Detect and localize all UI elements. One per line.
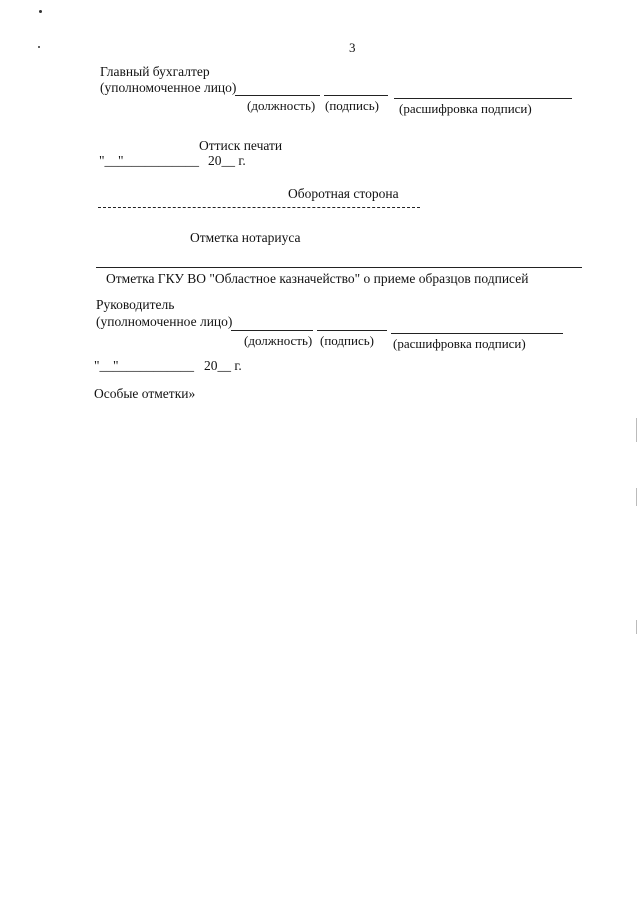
head-title: Руководитель	[96, 297, 175, 312]
head-authorized-label: (уполномоченное лицо)	[96, 314, 233, 329]
reverse-side-dashed-divider	[98, 207, 420, 208]
special-marks-label: Особые отметки»	[94, 386, 196, 401]
scan-speck	[38, 46, 40, 48]
head-position-line	[231, 330, 313, 331]
head-position-caption: (должность)	[244, 333, 313, 348]
chief-accountant-signature-caption: (подпись)	[325, 98, 379, 113]
head-decoding-caption: (расшифровка подписи)	[393, 336, 526, 351]
head-decoding-line	[391, 333, 563, 334]
reverse-side-heading: Оборотная сторона	[288, 186, 399, 201]
chief-accountant-signature-line	[324, 95, 388, 96]
date-1-month-blank: ____________	[118, 153, 199, 168]
head-signature-line	[317, 330, 387, 331]
page-number: 3	[349, 40, 356, 55]
chief-accountant-title: Главный бухгалтер	[100, 64, 210, 79]
scan-speck	[39, 10, 42, 13]
notary-mark-label: Отметка нотариуса	[190, 230, 301, 245]
date-1-year: 20__ г.	[208, 153, 246, 168]
chief-accountant-decoding-line	[394, 98, 572, 99]
date-2-month-blank: ____________	[113, 358, 194, 373]
chief-accountant-authorized-label: (уполномоченное лицо)	[100, 80, 237, 95]
chief-accountant-position-caption: (должность)	[247, 98, 316, 113]
head-signature-caption: (подпись)	[320, 333, 374, 348]
date-1-day: "__"	[99, 153, 124, 168]
seal-imprint-label: Оттиск печати	[199, 138, 283, 153]
date-2-day: "__"	[94, 358, 119, 373]
notary-mark-line	[96, 267, 582, 268]
treasury-mark-label: Отметка ГКУ ВО "Областное казначейство" о приеме образцов подписей	[106, 271, 529, 286]
scan-edge-mark	[636, 620, 637, 634]
scan-edge-mark	[636, 418, 637, 442]
chief-accountant-position-line	[235, 95, 320, 96]
date-2-year: 20__ г.	[204, 358, 242, 373]
scan-edge-mark	[636, 488, 637, 506]
chief-accountant-decoding-caption: (расшифровка подписи)	[399, 101, 532, 116]
